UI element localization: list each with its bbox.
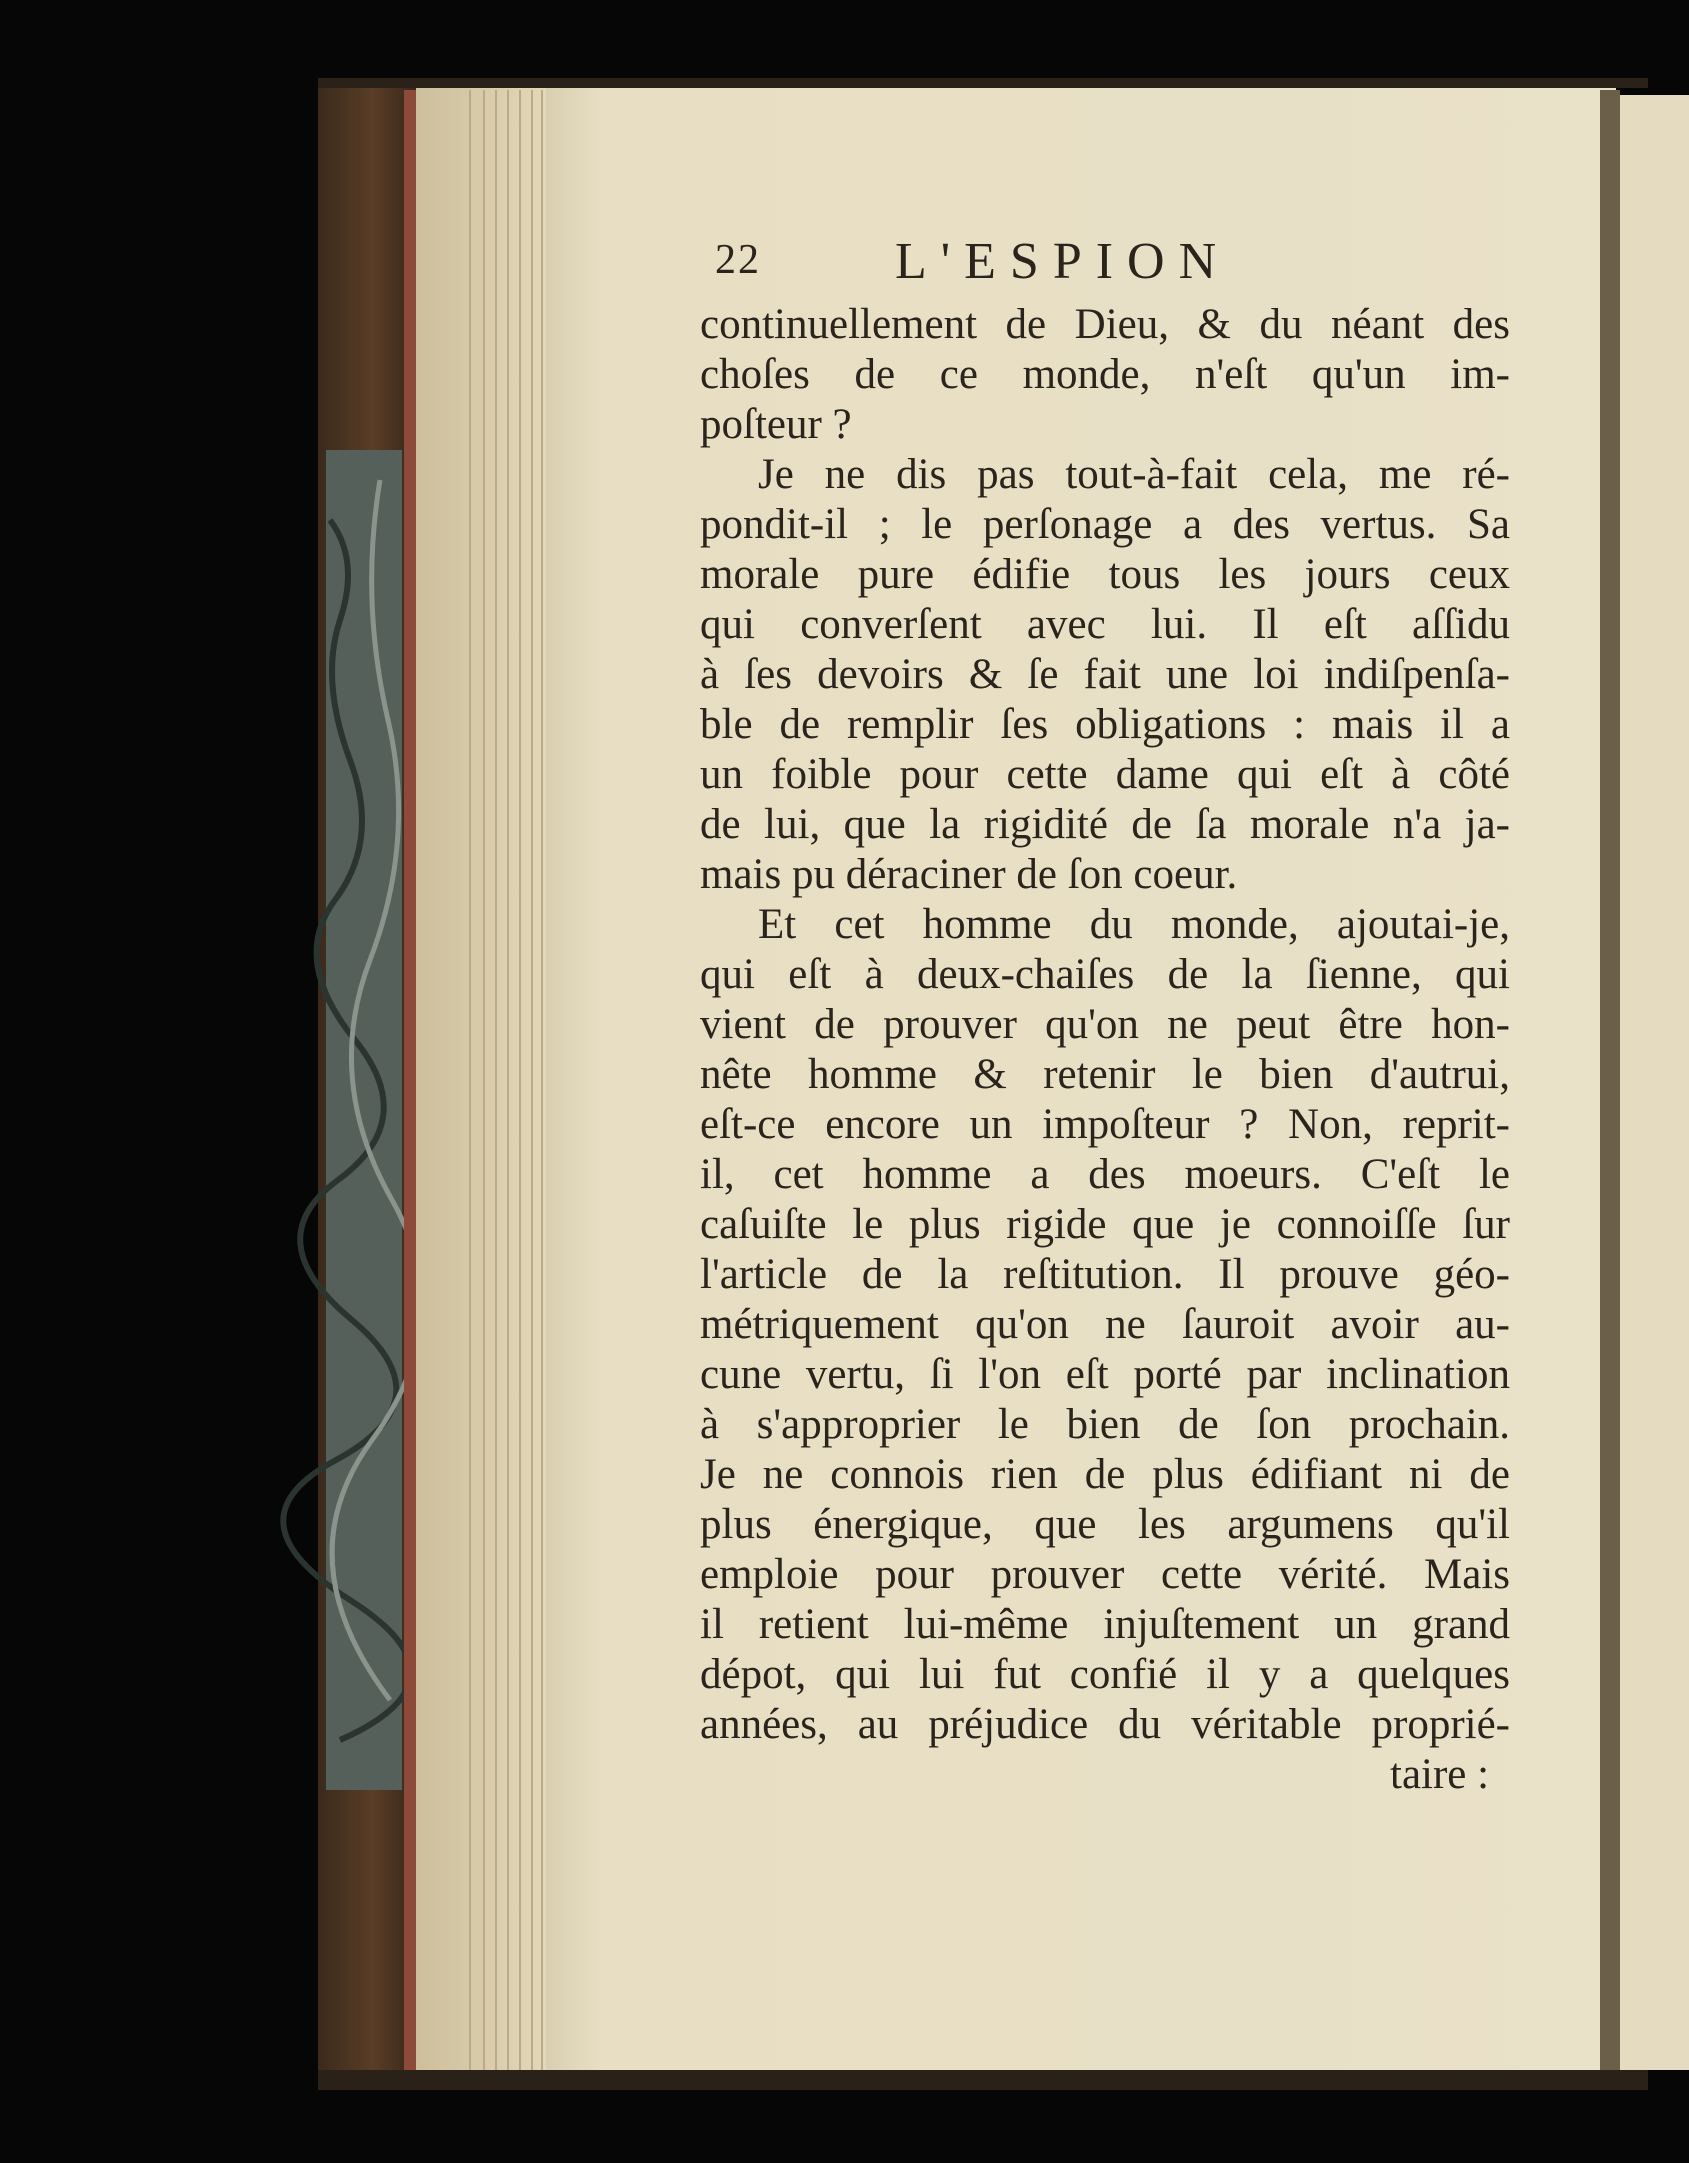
text-line: nête homme & retenir le bien d'autrui, — [700, 1051, 1510, 1098]
text-line: à s'approprier le bien de ſon prochain. — [700, 1401, 1510, 1448]
text-line: l'article de la reſtitution. Il prouve géo- — [700, 1251, 1510, 1298]
text-line: métriquement qu'on ne ſauroit avoir au- — [700, 1301, 1510, 1348]
text-line: cune vertu, ſi l'on eſt porté par inclination — [700, 1351, 1510, 1398]
text-line: Je ne connois rien de plus édifiant ni de — [700, 1451, 1510, 1498]
text-line: ble de remplir ſes obligations : mais il a — [700, 701, 1510, 748]
text-line: mais pu déraciner de ſon coeur. — [700, 851, 1238, 898]
text-line: caſuiſte le plus rigide que je connoiſſe ſur — [700, 1201, 1510, 1248]
text-line: choſes de ce monde, n'eſt qu'un im- — [700, 351, 1510, 398]
gutter — [1600, 90, 1620, 2070]
catchword: taire : — [1390, 1751, 1490, 1798]
text-line: qui converſent avec lui. Il eſt aſſidu — [700, 601, 1510, 648]
text-line: il, cet homme a des moeurs. C'eſt le — [700, 1151, 1510, 1198]
text-line: eſt-ce encore un impoſteur ? Non, reprit- — [700, 1101, 1510, 1148]
text-line: vient de prouver qu'on ne peut être hon- — [700, 1001, 1510, 1048]
text-line: un foible pour cette dame qui eſt à côté — [700, 751, 1510, 798]
running-title: L'ESPION — [895, 233, 1231, 290]
text-line: continuellement de Dieu, & du néant des — [700, 301, 1510, 348]
text-line: il retient lui-même injuſtement un grand — [700, 1601, 1510, 1648]
text-line: années, au préjudice du véritable proprié- — [700, 1701, 1510, 1748]
text-line: à ſes devoirs & ſe fait une loi indiſpenſa- — [700, 651, 1510, 698]
text-line: Je ne dis pas tout-à-fait cela, me ré- — [758, 451, 1510, 498]
red-page-edge — [404, 90, 416, 2080]
running-head — [715, 232, 1535, 302]
body-text — [700, 300, 1510, 1750]
text-line: morale pure édifie tous les jours ceux — [700, 551, 1510, 598]
text-line: poſteur ? — [700, 401, 852, 448]
text-line: emploie pour prouver cette vérité. Mais — [700, 1551, 1510, 1598]
page-number: 22 — [715, 237, 761, 283]
text-line: plus énergique, que les argumens qu'il — [700, 1501, 1510, 1548]
text-line: de lui, que la rigidité de ſa morale n'a ja- — [700, 801, 1510, 848]
text-line: Et cet homme du monde, ajoutai-je, — [758, 901, 1510, 948]
text-line: dépot, qui lui fut confié il y a quelques — [700, 1651, 1510, 1698]
text-line: qui eſt à deux-chaiſes de la ſienne, qui — [700, 951, 1510, 998]
page-stack-edges — [416, 85, 546, 2075]
facing-page — [1620, 95, 1689, 2070]
text-line: pondit-il ; le perſonage a des vertus. Sa — [700, 501, 1510, 548]
